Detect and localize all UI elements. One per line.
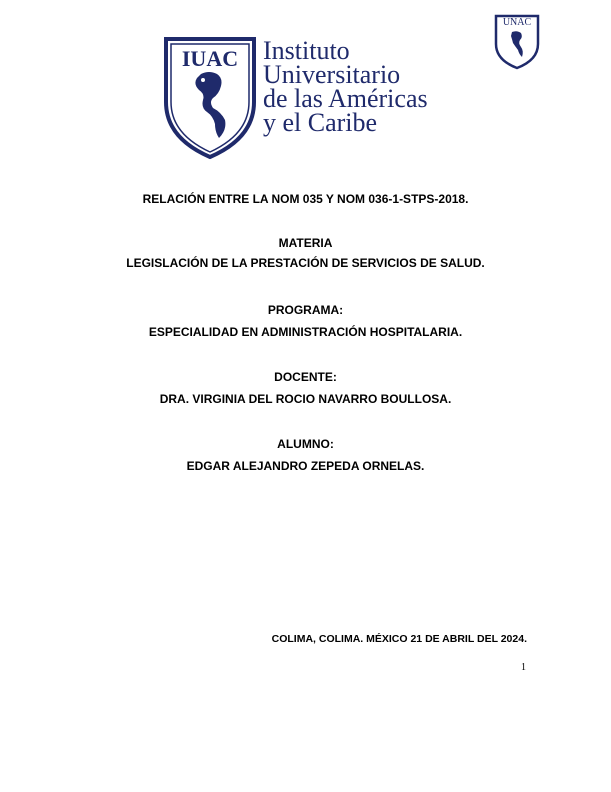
institution-logo xyxy=(163,36,463,160)
institution-name-line: y el Caribe xyxy=(263,108,378,137)
institution-name-line: Instituto xyxy=(263,36,350,65)
place-date: COLIMA, COLIMA. MÉXICO 21 DE ABRIL DEL 2024. xyxy=(271,633,527,645)
corner-logo-acronym: UNAC xyxy=(502,17,532,28)
shield-logo-icon xyxy=(163,36,257,160)
docente-value: DRA. VIRGINIA DEL ROCIO NAVARRO BOULLOSA. xyxy=(159,392,452,406)
corner-logo xyxy=(494,14,540,70)
docente-label: DOCENTE: xyxy=(274,370,337,384)
docente-section xyxy=(0,370,611,406)
materia-value: LEGISLACIÓN DE LA PRESTACIÓN DE SERVICIOS DE SALUD. xyxy=(126,256,485,270)
institution-name-line: de las Américas xyxy=(263,84,428,113)
programa-value: ESPECIALIDAD EN ADMINISTRACIÓN HOSPITALARIA. xyxy=(148,325,463,339)
alumno-label: ALUMNO: xyxy=(277,437,334,451)
programa-section xyxy=(0,303,611,339)
alumno-value: EDGAR ALEJANDRO ZEPEDA ORNELAS. xyxy=(186,459,425,473)
programa-label: PROGRAMA: xyxy=(267,303,344,317)
institution-name xyxy=(263,36,428,137)
document-title: RELACIÓN ENTRE LA NOM 035 Y NOM 036-1-STPS-2018. xyxy=(142,192,469,206)
materia-section xyxy=(0,236,611,270)
logo-acronym: IUAC xyxy=(181,46,239,71)
alumno-section xyxy=(0,437,611,473)
materia-label: MATERIA xyxy=(278,236,333,250)
page-number: 1 xyxy=(521,662,526,673)
institution-name-line: Universitario xyxy=(263,60,401,89)
